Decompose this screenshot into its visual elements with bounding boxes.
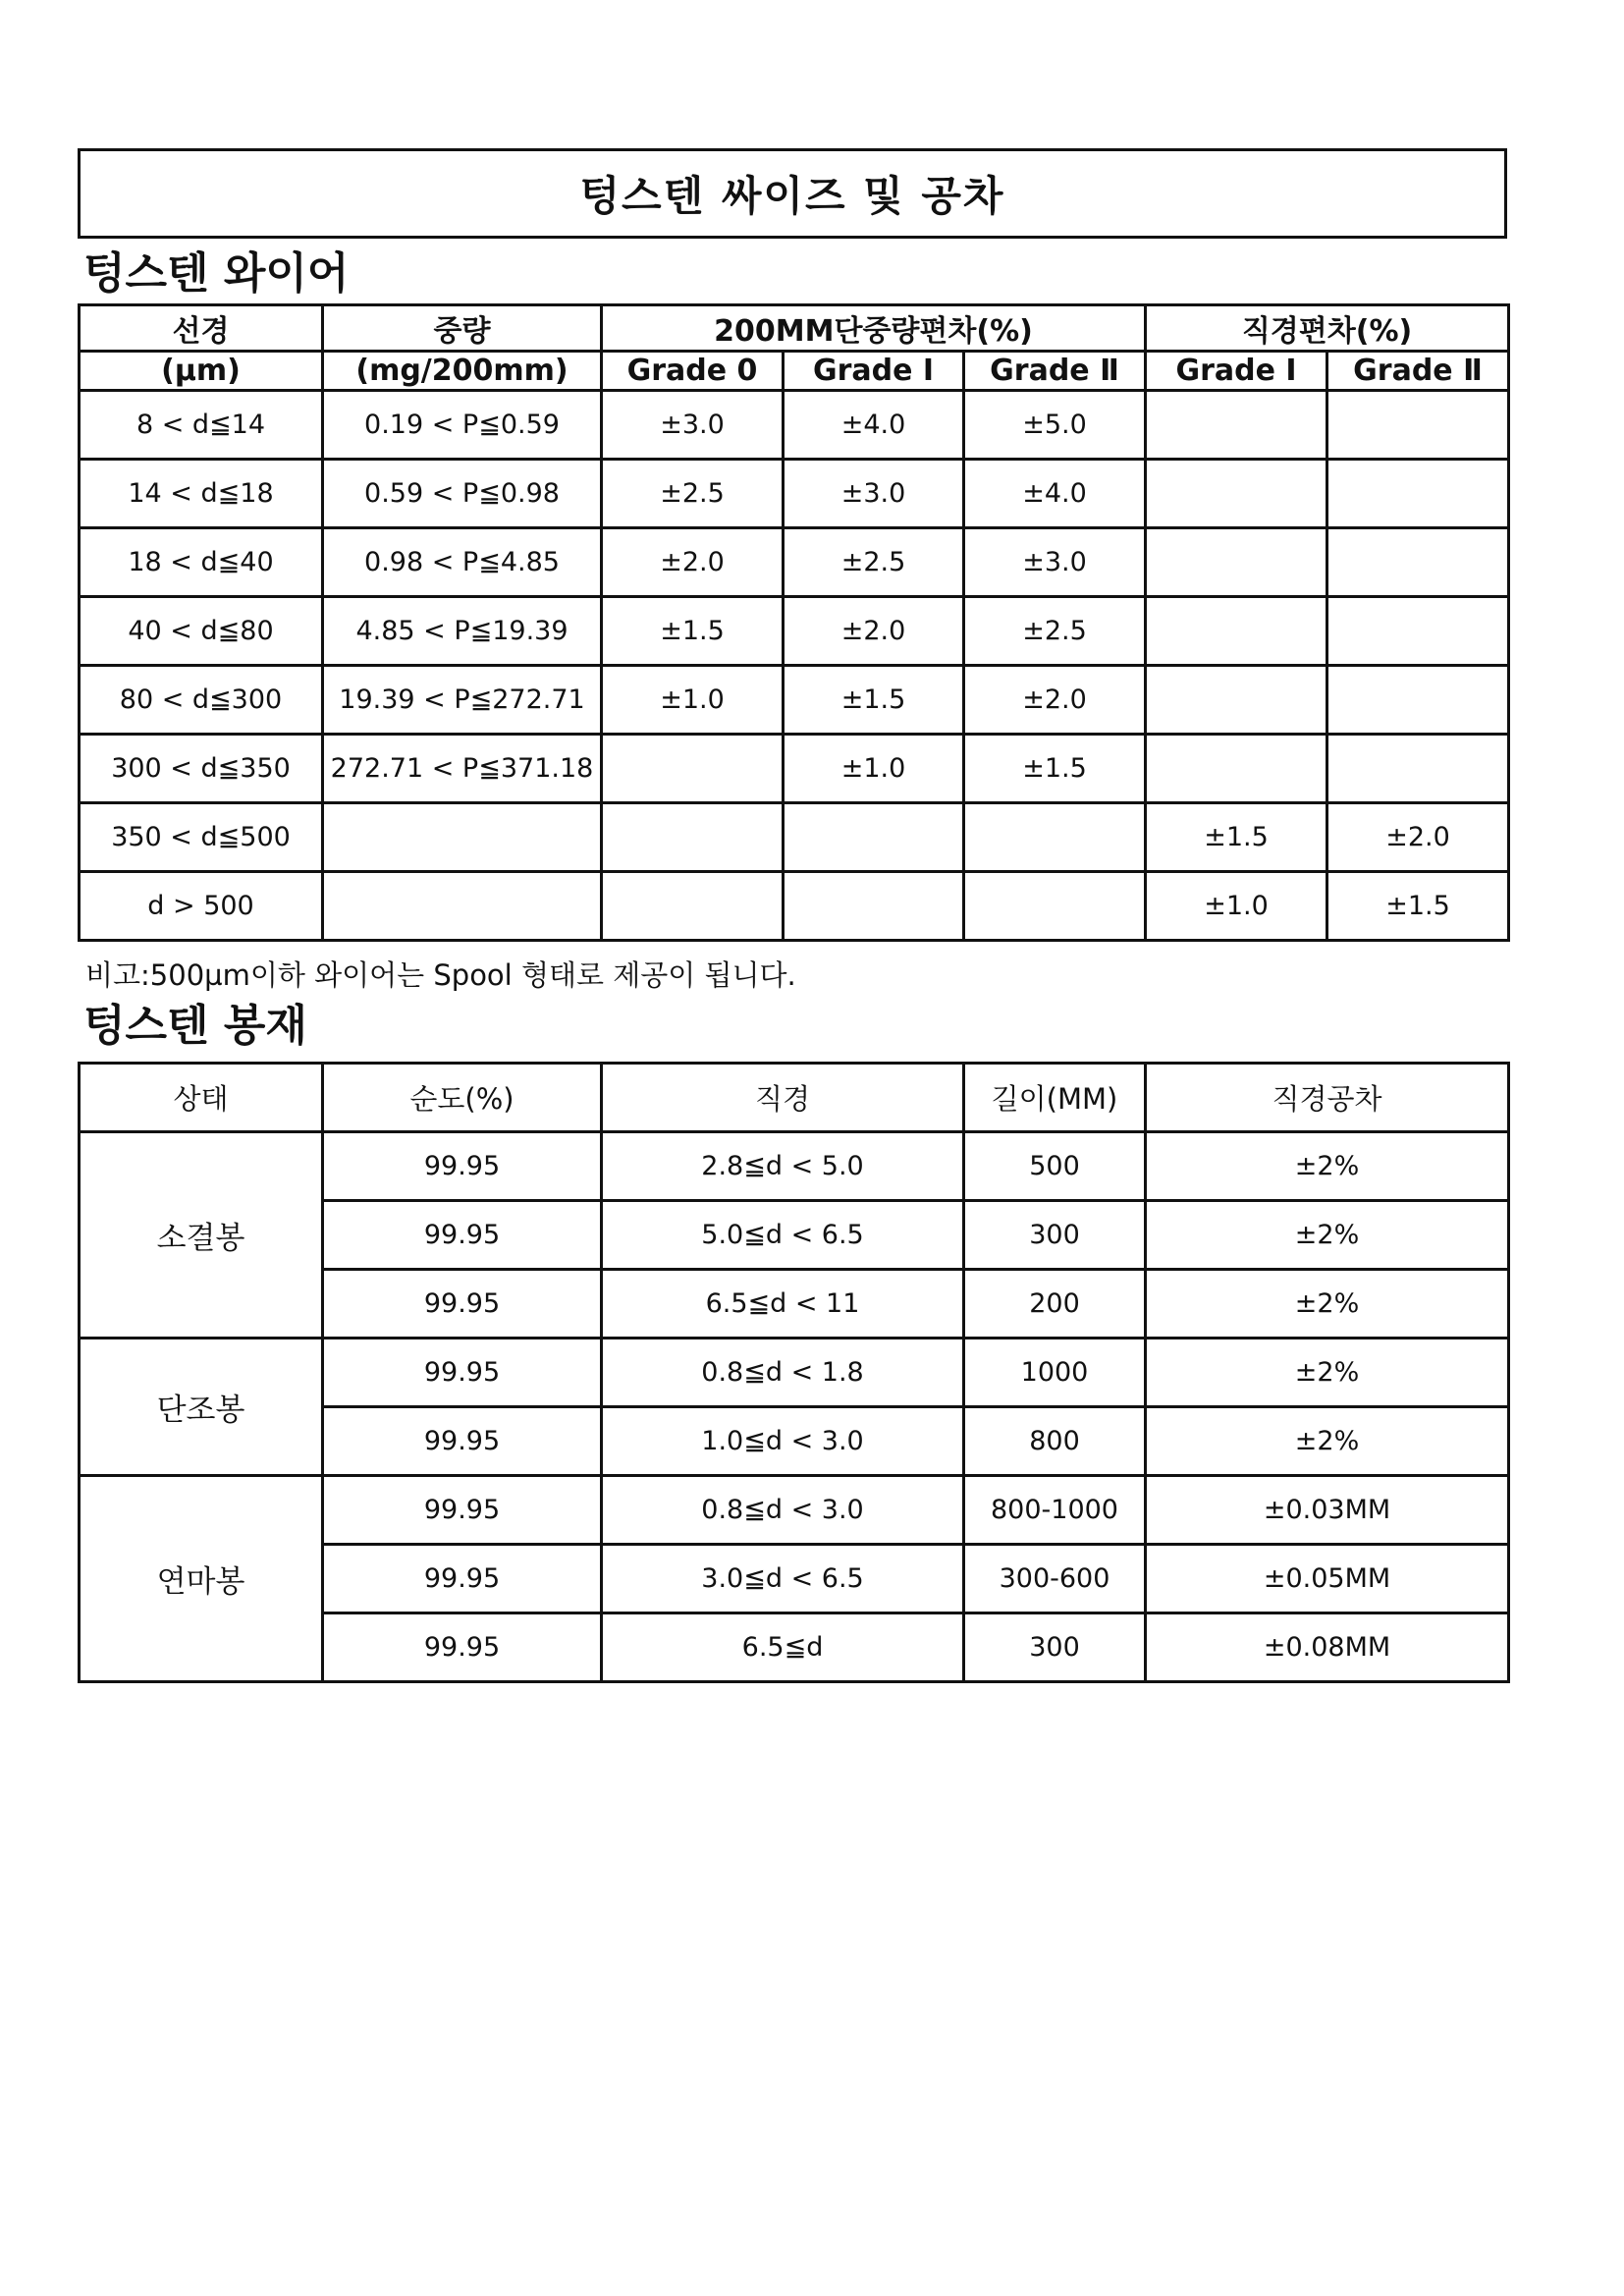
cell-diam-grade-2 <box>1327 460 1509 528</box>
cell-grade-2: ±1.5 <box>964 735 1146 803</box>
document-page <box>78 148 1507 1683</box>
table-row <box>80 872 1509 941</box>
cell-tolerance: ±0.08MM <box>1146 1613 1509 1682</box>
cell-diam-grade-2: ±2.0 <box>1327 803 1509 872</box>
cell-weight <box>323 872 602 941</box>
cell-diameter: 80 < d≦300 <box>80 666 323 735</box>
cell-diam-grade-1 <box>1146 391 1327 460</box>
cell-state: 단조봉 <box>80 1339 323 1476</box>
cell-length: 200 <box>964 1270 1146 1339</box>
col-grade-1: Grade Ⅰ <box>784 352 964 391</box>
cell-diam-grade-2: ±1.5 <box>1327 872 1509 941</box>
table-row <box>80 1476 1509 1545</box>
cell-state: 소결봉 <box>80 1132 323 1339</box>
cell-grade-0: ±2.0 <box>602 528 784 597</box>
table-row <box>80 803 1509 872</box>
cell-grade-0 <box>602 735 784 803</box>
document-title: 텅스텐 싸이즈 및 공차 <box>78 148 1507 239</box>
cell-length: 500 <box>964 1132 1146 1201</box>
cell-length: 300 <box>964 1613 1146 1682</box>
cell-diameter: 300 < d≦350 <box>80 735 323 803</box>
table-row <box>80 1132 1509 1201</box>
col-diam-grade-2: Grade Ⅱ <box>1327 352 1509 391</box>
cell-purity: 99.95 <box>323 1476 602 1545</box>
cell-diam-grade-2 <box>1327 666 1509 735</box>
cell-diameter: 5.0≦d < 6.5 <box>602 1201 964 1270</box>
table-row <box>80 528 1509 597</box>
cell-length: 1000 <box>964 1339 1146 1407</box>
cell-tolerance: ±2% <box>1146 1201 1509 1270</box>
cell-weight: 0.98 < P≦4.85 <box>323 528 602 597</box>
table-row <box>80 391 1509 460</box>
cell-purity: 99.95 <box>323 1407 602 1476</box>
cell-weight: 272.71 < P≦371.18 <box>323 735 602 803</box>
cell-grade-2: ±2.0 <box>964 666 1146 735</box>
cell-grade-0 <box>602 872 784 941</box>
cell-length: 300 <box>964 1201 1146 1270</box>
cell-diam-grade-1 <box>1146 460 1327 528</box>
wire-note: 비고:500µm이하 와이어는 Spool 형태로 제공이 됩니다. <box>85 958 796 992</box>
cell-length: 300-600 <box>964 1545 1146 1613</box>
rod-header-row <box>80 1064 1509 1132</box>
cell-grade-1: ±1.0 <box>784 735 964 803</box>
cell-purity: 99.95 <box>323 1132 602 1201</box>
cell-diameter: d > 500 <box>80 872 323 941</box>
cell-diameter: 2.8≦d < 5.0 <box>602 1132 964 1201</box>
cell-grade-2: ±5.0 <box>964 391 1146 460</box>
table-row <box>80 460 1509 528</box>
col-diam-grade-1: Grade Ⅰ <box>1146 352 1327 391</box>
cell-diam-grade-2 <box>1327 391 1509 460</box>
cell-grade-1: ±2.5 <box>784 528 964 597</box>
cell-diam-grade-2 <box>1327 735 1509 803</box>
cell-grade-0: ±1.0 <box>602 666 784 735</box>
cell-diameter: 6.5≦d <box>602 1613 964 1682</box>
cell-tolerance: ±2% <box>1146 1132 1509 1201</box>
cell-grade-0: ±2.5 <box>602 460 784 528</box>
wire-header-row <box>80 305 1509 352</box>
cell-state: 연마봉 <box>80 1476 323 1682</box>
cell-diameter: 14 < d≦18 <box>80 460 323 528</box>
cell-diam-grade-2 <box>1327 528 1509 597</box>
cell-grade-2: ±3.0 <box>964 528 1146 597</box>
cell-grade-1: ±2.0 <box>784 597 964 666</box>
wire-subheader-row <box>80 352 1509 391</box>
cell-purity: 99.95 <box>323 1339 602 1407</box>
col-weight: 중량 <box>323 305 602 352</box>
col-weight-deviation: 200MM단중량편차(%) <box>602 305 1146 352</box>
cell-length: 800 <box>964 1407 1146 1476</box>
cell-diameter: 0.8≦d < 3.0 <box>602 1476 964 1545</box>
cell-diam-grade-1: ±1.5 <box>1146 803 1327 872</box>
rod-table <box>78 1062 1510 1683</box>
table-row <box>80 666 1509 735</box>
col-state: 상태 <box>80 1064 323 1132</box>
cell-tolerance: ±2% <box>1146 1407 1509 1476</box>
col-grade-0: Grade 0 <box>602 352 784 391</box>
cell-grade-0 <box>602 803 784 872</box>
cell-weight: 4.85 < P≦19.39 <box>323 597 602 666</box>
col-diameter: 선경 <box>80 305 323 352</box>
col-diameter-unit: (µm) <box>80 352 323 391</box>
col-diameter: 직경 <box>602 1064 964 1132</box>
cell-tolerance: ±0.05MM <box>1146 1545 1509 1613</box>
col-weight-unit: (mg/200mm) <box>323 352 602 391</box>
col-grade-2: Grade Ⅱ <box>964 352 1146 391</box>
cell-grade-0: ±1.5 <box>602 597 784 666</box>
cell-grade-2: ±2.5 <box>964 597 1146 666</box>
cell-diameter: 40 < d≦80 <box>80 597 323 666</box>
cell-weight: 19.39 < P≦272.71 <box>323 666 602 735</box>
cell-diameter: 3.0≦d < 6.5 <box>602 1545 964 1613</box>
cell-purity: 99.95 <box>323 1270 602 1339</box>
cell-grade-1: ±4.0 <box>784 391 964 460</box>
cell-grade-1 <box>784 803 964 872</box>
cell-tolerance: ±0.03MM <box>1146 1476 1509 1545</box>
cell-purity: 99.95 <box>323 1545 602 1613</box>
cell-tolerance: ±2% <box>1146 1339 1509 1407</box>
table-row <box>80 597 1509 666</box>
col-purity: 순도(%) <box>323 1064 602 1132</box>
cell-weight: 0.19 < P≦0.59 <box>323 391 602 460</box>
wire-section-title: 텅스텐 와이어 <box>83 248 350 299</box>
col-length: 길이(MM) <box>964 1064 1146 1132</box>
cell-grade-2 <box>964 803 1146 872</box>
cell-weight: 0.59 < P≦0.98 <box>323 460 602 528</box>
cell-grade-2 <box>964 872 1146 941</box>
cell-diam-grade-1 <box>1146 666 1327 735</box>
cell-diam-grade-1 <box>1146 735 1327 803</box>
cell-diam-grade-1 <box>1146 597 1327 666</box>
cell-grade-1: ±3.0 <box>784 460 964 528</box>
cell-purity: 99.95 <box>323 1201 602 1270</box>
cell-diameter: 0.8≦d < 1.8 <box>602 1339 964 1407</box>
cell-diameter: 6.5≦d < 11 <box>602 1270 964 1339</box>
cell-grade-2: ±4.0 <box>964 460 1146 528</box>
cell-length: 800-1000 <box>964 1476 1146 1545</box>
col-tolerance: 직경공차 <box>1146 1064 1509 1132</box>
cell-grade-0: ±3.0 <box>602 391 784 460</box>
table-row <box>80 735 1509 803</box>
col-diameter-deviation: 직경편차(%) <box>1146 305 1509 352</box>
cell-diam-grade-1: ±1.0 <box>1146 872 1327 941</box>
cell-grade-1 <box>784 872 964 941</box>
cell-grade-1: ±1.5 <box>784 666 964 735</box>
cell-diameter: 1.0≦d < 3.0 <box>602 1407 964 1476</box>
wire-table <box>78 303 1510 942</box>
cell-weight <box>323 803 602 872</box>
cell-diameter: 350 < d≦500 <box>80 803 323 872</box>
cell-purity: 99.95 <box>323 1613 602 1682</box>
cell-diam-grade-1 <box>1146 528 1327 597</box>
cell-diameter: 8 < d≦14 <box>80 391 323 460</box>
table-row <box>80 1339 1509 1407</box>
rod-section-title: 텅스텐 봉재 <box>83 1001 307 1051</box>
cell-tolerance: ±2% <box>1146 1270 1509 1339</box>
cell-diam-grade-2 <box>1327 597 1509 666</box>
cell-diameter: 18 < d≦40 <box>80 528 323 597</box>
